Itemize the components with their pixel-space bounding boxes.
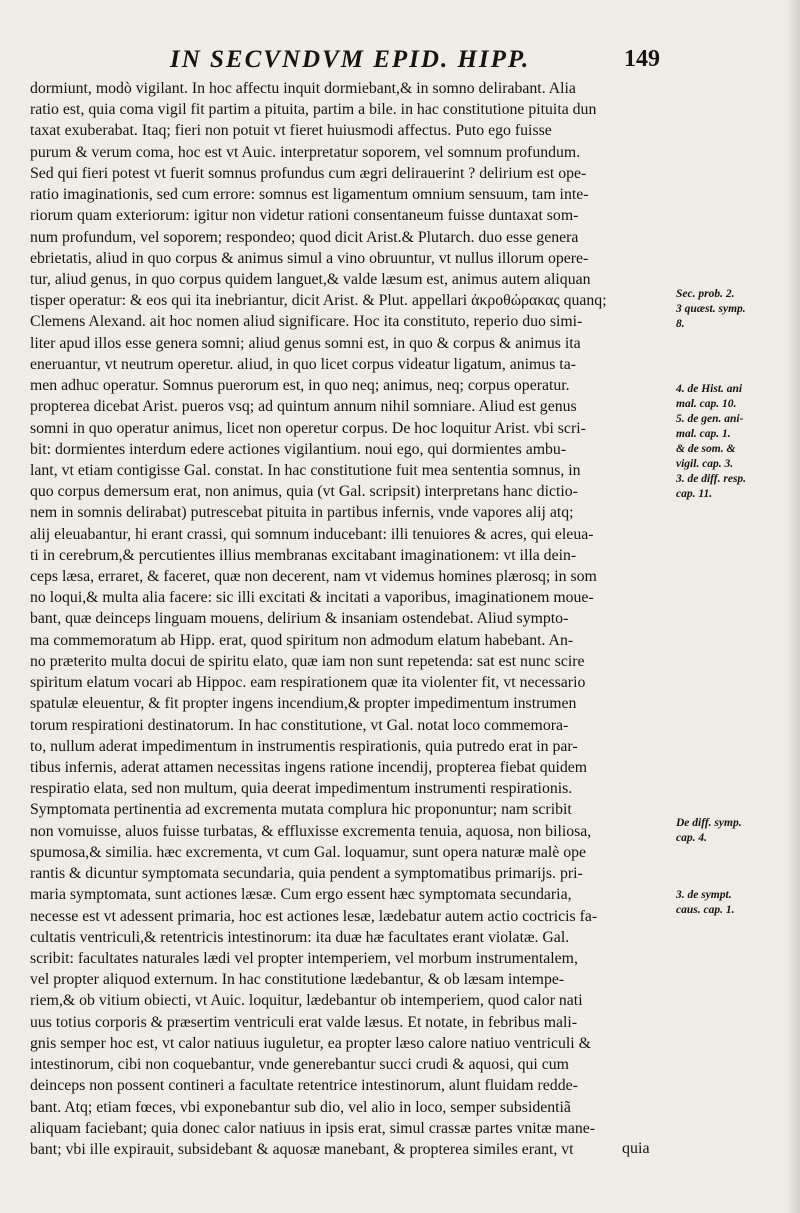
text-line: bant; vbi ille expirauit, subsidebant & aquosæ manebant, & propterea similes erant, vt bbox=[30, 1140, 574, 1158]
margin-note-3: De diff. symp. cap. 4. bbox=[676, 817, 742, 844]
text-line: somni in quo operatur animus, licet non operetur corpus. De hoc loquitur Arist. vbi scri- bbox=[30, 419, 586, 437]
text-line: Sed qui fieri potest vt fuerit somnus profundus cum ægri delirauerint ? delirium est ope- bbox=[30, 164, 587, 182]
text-line: no præterito multa docui de spiritu elato, quæ iam non sunt repetenda: sat est nunc scire bbox=[30, 652, 585, 670]
text-line: maria symptomata, sunt actiones læsæ. Cum ergo essent hæc symptomata secundaria, bbox=[30, 886, 572, 904]
text-line: non vomuisse, aluos fuisse turbatas, & effluxisse excrementa tenuia, aquosa, non biliosa, bbox=[30, 822, 592, 840]
text-line: men adhuc operatur. Somnus puerorum est, in quo neq; animus, neq; corpus operatur. bbox=[30, 377, 570, 395]
text-line: liter apud illos esse genera somni; aliud genus somni est, in quo & corpus & animus ita bbox=[30, 334, 581, 352]
text-line: alij eleuabantur, hi erant crassi, qui somnum inducebant: illi tenuiores & acres, qui eleua- bbox=[30, 525, 594, 543]
text-line: eneruantur, vt neutrum operetur. aliud, in quo licet corpus videatur ligatum, animus ta- bbox=[30, 355, 576, 373]
text-line: ceps læsa, erraret, & faceret, quæ non decerent, nam vt videmus homines plærosq; in som bbox=[30, 568, 597, 586]
text-line: tur, aliud genus, in quo corpus quidem languet,& valde læsum est, animus autem aliquan bbox=[30, 270, 591, 288]
text-line: propterea dicebat Arist. pueros vsq; ad quintum annum nihil somniare. Aliud est genus bbox=[30, 398, 577, 416]
text-line: bant, quæ deinceps linguam mouens, delirium & insaniam ostendebat. Aliud sympto- bbox=[30, 610, 569, 628]
page-number: 149 bbox=[624, 46, 660, 72]
text-line: ma commemoratum ab Hipp. erat, quod spiritum non admodum elatum habebant. An- bbox=[30, 631, 574, 649]
text-line: nem in somnis delirabat) putrescebat pituita in partibus infernis, vnde vapores alij atq; bbox=[30, 504, 574, 522]
text-line: ratio est, quia coma vigil fit partim a pituita, partim a bile. in hac constitutione pituita dun bbox=[30, 101, 597, 119]
text-line: Clemens Alexand. ait hoc nomen aliud significare. Hoc ita constituto, reperio duo simi- bbox=[30, 313, 583, 331]
text-line: ti in cerebrum,& percutientes illius membranas excitabant imaginationem: vt illa dein- bbox=[30, 546, 577, 564]
text-line: rantis & dicuntur symptomata secundaria, quia pendent a symptomatibus primarijs. pri- bbox=[30, 865, 583, 883]
text-line: tisper operatur: & eos qui ita inebriantur, dicit Arist. & Plut. appellari ἀκροθώρακας quanq; bbox=[30, 292, 607, 310]
text-line: num profundum, vel soporem; respondeo; quod dicit Arist.& Plutarch. duo esse genera bbox=[30, 228, 579, 246]
running-title: IN SECVNDVM EPID. HIPP. bbox=[170, 46, 531, 73]
text-line: necesse est vt adessent primaria, hoc est actiones lesæ, lædebatur autem actio coctricis fa- bbox=[30, 907, 598, 925]
catchword: quia bbox=[622, 1140, 650, 1157]
text-line: intestinorum, cibi non coquebantur, vnde generebantur succi crudi & aquosi, qui cum bbox=[30, 1056, 569, 1074]
text-line: bant. Atq; etiam fœces, vbi exponebantur sub dio, vel alio in loco, semper subsidentiã bbox=[30, 1098, 571, 1116]
text-line: aliquam faciebant; quia donec calor natiuus in ipsis erat, simul crassæ partes vnitæ mane- bbox=[30, 1119, 596, 1137]
text-line: lant, vt etiam contigisse Gal. constat. In hac constitutione fuit mea sententia somnus, in bbox=[30, 461, 581, 479]
text-line: respiratio elata, sed non multum, quia deerat impedimentum instrumenti respirationis. bbox=[30, 780, 573, 798]
text-line: bit: dormientes interdum edere actiones vigilantium. noui ego, qui dormientes ambu- bbox=[30, 440, 567, 458]
text-line: scribit: facultates naturales lædi vel propter intemperiem, vel morbum instrumentalem, bbox=[30, 949, 578, 967]
text-line: dormiunt, modò vigilant. In hoc affectu inquit dormiebant,& in somno delirabant. Alia bbox=[30, 80, 576, 97]
margin-note-4: 3. de sympt. caus. cap. 1. bbox=[676, 889, 735, 916]
text-line: cultatis ventriculi,& retentricis intestinorum: ita duæ hæ facultates erant violatæ. Gal. bbox=[30, 928, 570, 946]
text-line: spumosa,& similia. hæc excrementa, vt cum Gal. loquamur, sunt opera naturæ malè ope bbox=[30, 843, 587, 861]
text-line: no loqui,& multa alia facere: sic illi excitati & incitati a vaporibus, imaginationem moue- bbox=[30, 589, 594, 607]
text-line: gnis semper hoc est, vt calor natiuus iuguletur, ea propter læso calore natiuo ventriculi & bbox=[30, 1034, 591, 1052]
text-line: uus totius corporis & præsertim ventriculi erat valde læsus. Et notate, in febribus mali- bbox=[30, 1013, 578, 1031]
text-line: Symptomata pertinentia ad excrementa mutata complura hic proponuntur; nam scribit bbox=[30, 801, 572, 819]
margin-note-2: 4. de Hist. ani mal. cap. 10. 5. de gen. ani- mal. cap. 1. & de som. & vigil. cap. 3. 3. de diff. resp. cap. 11. bbox=[676, 383, 747, 500]
text-line: deinceps non possent contineri a facultate retentrice intestinorum, alunt fluidam redde- bbox=[30, 1077, 578, 1095]
text-line: purum & verum coma, hoc est vt Auic. interpretatur soporem, vel somnum profundum. bbox=[30, 143, 581, 161]
text-line: vel propter aliquod externum. In hac constitutione lædebantur, & ob læsam intempe- bbox=[30, 971, 565, 989]
text-line: spatulæ eleuentur, & fit propter ingens incendium,& propter impedimentum instrumen bbox=[30, 695, 577, 713]
page-edge-shadow bbox=[786, 0, 800, 1213]
text-line: quo corpus demersum erat, non animus, quia (vt Gal. scripsit) interpretans hanc dictio- bbox=[30, 483, 578, 501]
text-line: riem,& ob vitium obiecti, vt Auic. loquitur, lædebantur ob intemperiem, quod calor nati bbox=[30, 992, 583, 1010]
text-line: to, nullum aderat impedimentum in instrumentis respirationis, quia putredo erat in par- bbox=[30, 737, 578, 755]
text-line: taxat exuberabat. Itaq; fieri non potuit vt fieret huiusmodi affectus. Puto ego fuisse bbox=[30, 122, 552, 140]
text-line: torum respirationi destinatorum. In hac constitutione, vt Gal. notat loco commemora- bbox=[30, 716, 569, 734]
text-line: spiritum elatum vocari ab Hippoc. eam respirationem quæ ita violenter fit, vt necessario bbox=[30, 674, 586, 692]
text-line: tibus infernis, aderat attamen necessitas ingens ratione incendij, propterea fiebat quidem bbox=[30, 759, 588, 776]
text-line: ratio imaginationis, sed cum errore: somnus est ligamentum omnium sensuum, tam inte- bbox=[30, 186, 589, 204]
margin-note-1: Sec. prob. 2. 3 quæst. symp. 8. bbox=[676, 288, 746, 330]
text-line: ebrietatis, aliud in quo corpus & animus simul a vino obruuntur, vt nullus illorum opere- bbox=[30, 249, 589, 267]
text-line: riorum quam exteriorum: igitur non videtur rationi consentaneum fuisse duntaxat som- bbox=[30, 207, 579, 225]
main-text-block bbox=[30, 78, 672, 1160]
